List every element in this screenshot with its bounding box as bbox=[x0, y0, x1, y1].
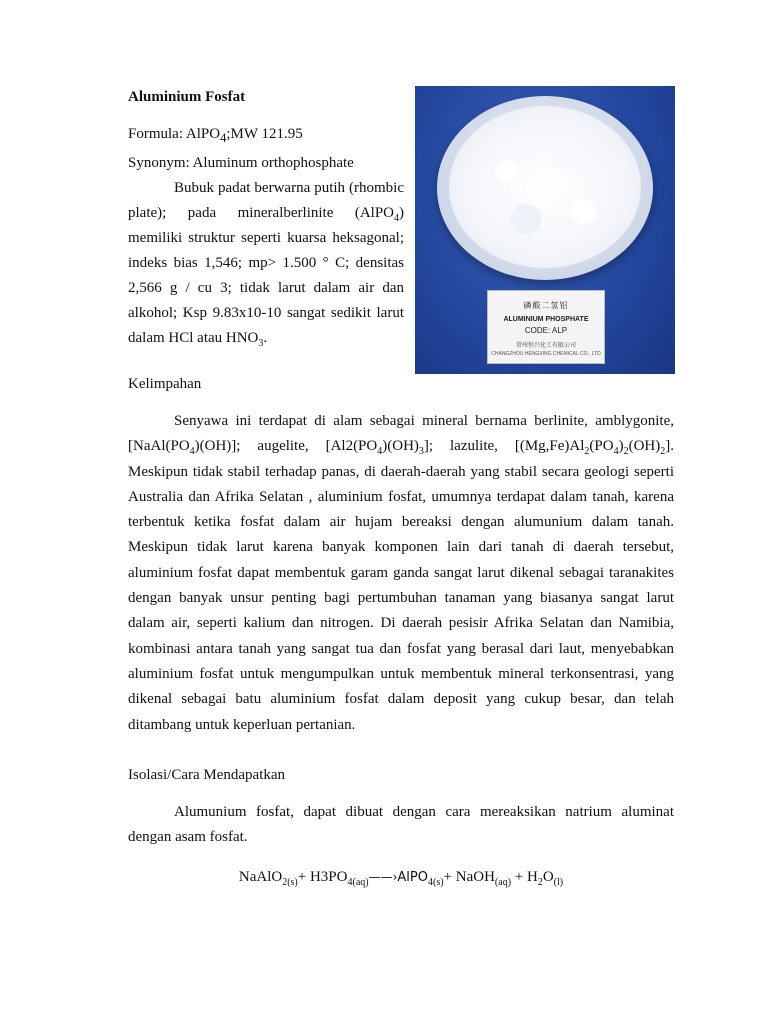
white-powder bbox=[449, 106, 641, 268]
reaction-equation: NaAlO$_{2(s)}$+ $H3PO_{4(aq)}——›AlPO_{4(s)}+$ NaOH$_{(aq)}$ + $H_2O_{(l)}$ bbox=[238, 869, 564, 888]
intro-paragraph: Bubuk padat berwarna putih (rhombic plate); pada mineralberlinite (AlPO$_4$) memiliki struktur seperti kuarsa heksagonal; indeks bias 1,546; mp> 1.500 ° C; densitas 2,566 g / cu 3; tidak larut dalam air dan alkohol; Ksp 9.83x10-10 sangat sedikit larut dalam HCl atau $HNO_3$. bbox=[128, 180, 404, 349]
synonym-line: Synonym: Aluminum orthophosphate bbox=[128, 155, 354, 171]
kelimpahan-paragraph: Senyawa ini terdapat di alam sebagai mineral bernama berlinite, amblygonite, $[NaAl(PO_4)(OH)]$; augelite, $[Al2(PO_4)(OH)_3]$; lazulite, $[(Mg,Fe)Al_2(PO_4)_2(OH)_2]$. Meskipun tidak stabil terhadap panas, di daerah-daerah yang stabil secara geologi seperti Australia dan Afrika Selatan , aluminium fosfat, umumnya terdapat dalam tanah, karena terbentuk ketika fosfat dalam air hujam bereaksi dengan alumunium dalam tanah. Meskipun tidak larut karena banyak komponen lain dari tanah di daerah tersebut, aluminium fosfat dapat membentuk garam ganda sangat larut dikenal sebagai taranakites dengan banyak unsur penting bagi pertumbuhan tanaman yang biasanya sangat larut dalam air, seperti kalium dan nitrogen. Di daerah pesisir Afrika Selatan dan Namibia, kombinasi antara tanah yang sangat tua dan fosfat yang berasal dari laut, menyebabkan aluminium fosfat untuk mengumpulkan untuk membentuk mineral terkonsentrasi, yang dikenal sebagai batu aluminium fosfat dalam deposit yang cukup besar, dan telah ditambang untuk keperluan pertanian. bbox=[128, 413, 674, 733]
isolasi-paragraph: Alumunium fosfat, dapat dibuat dengan cara mereaksikan natrium aluminat dengan asam fosfat. bbox=[128, 804, 674, 846]
document-title: Aluminium Fosfat bbox=[128, 89, 246, 105]
section-heading-kelimpahan: Kelimpahan bbox=[128, 376, 202, 392]
section-heading-isolasi: Isolasi/Cara Mendapatkan bbox=[128, 767, 286, 783]
product-photo bbox=[415, 86, 675, 374]
formula-line: Formula: AlPO$_4$;MW 121.95 bbox=[128, 126, 303, 145]
reaction-arrow-icon: ——› bbox=[368, 870, 398, 884]
product-label-card: 磷酸二氢铝 ALUMINIUM PHOSPHATE CODE: ALP 常州恒兴化工有限公司 CHANGZHOU HENGXING CHEMICAL CO., LTD bbox=[487, 290, 605, 364]
intro-block bbox=[128, 86, 404, 351]
